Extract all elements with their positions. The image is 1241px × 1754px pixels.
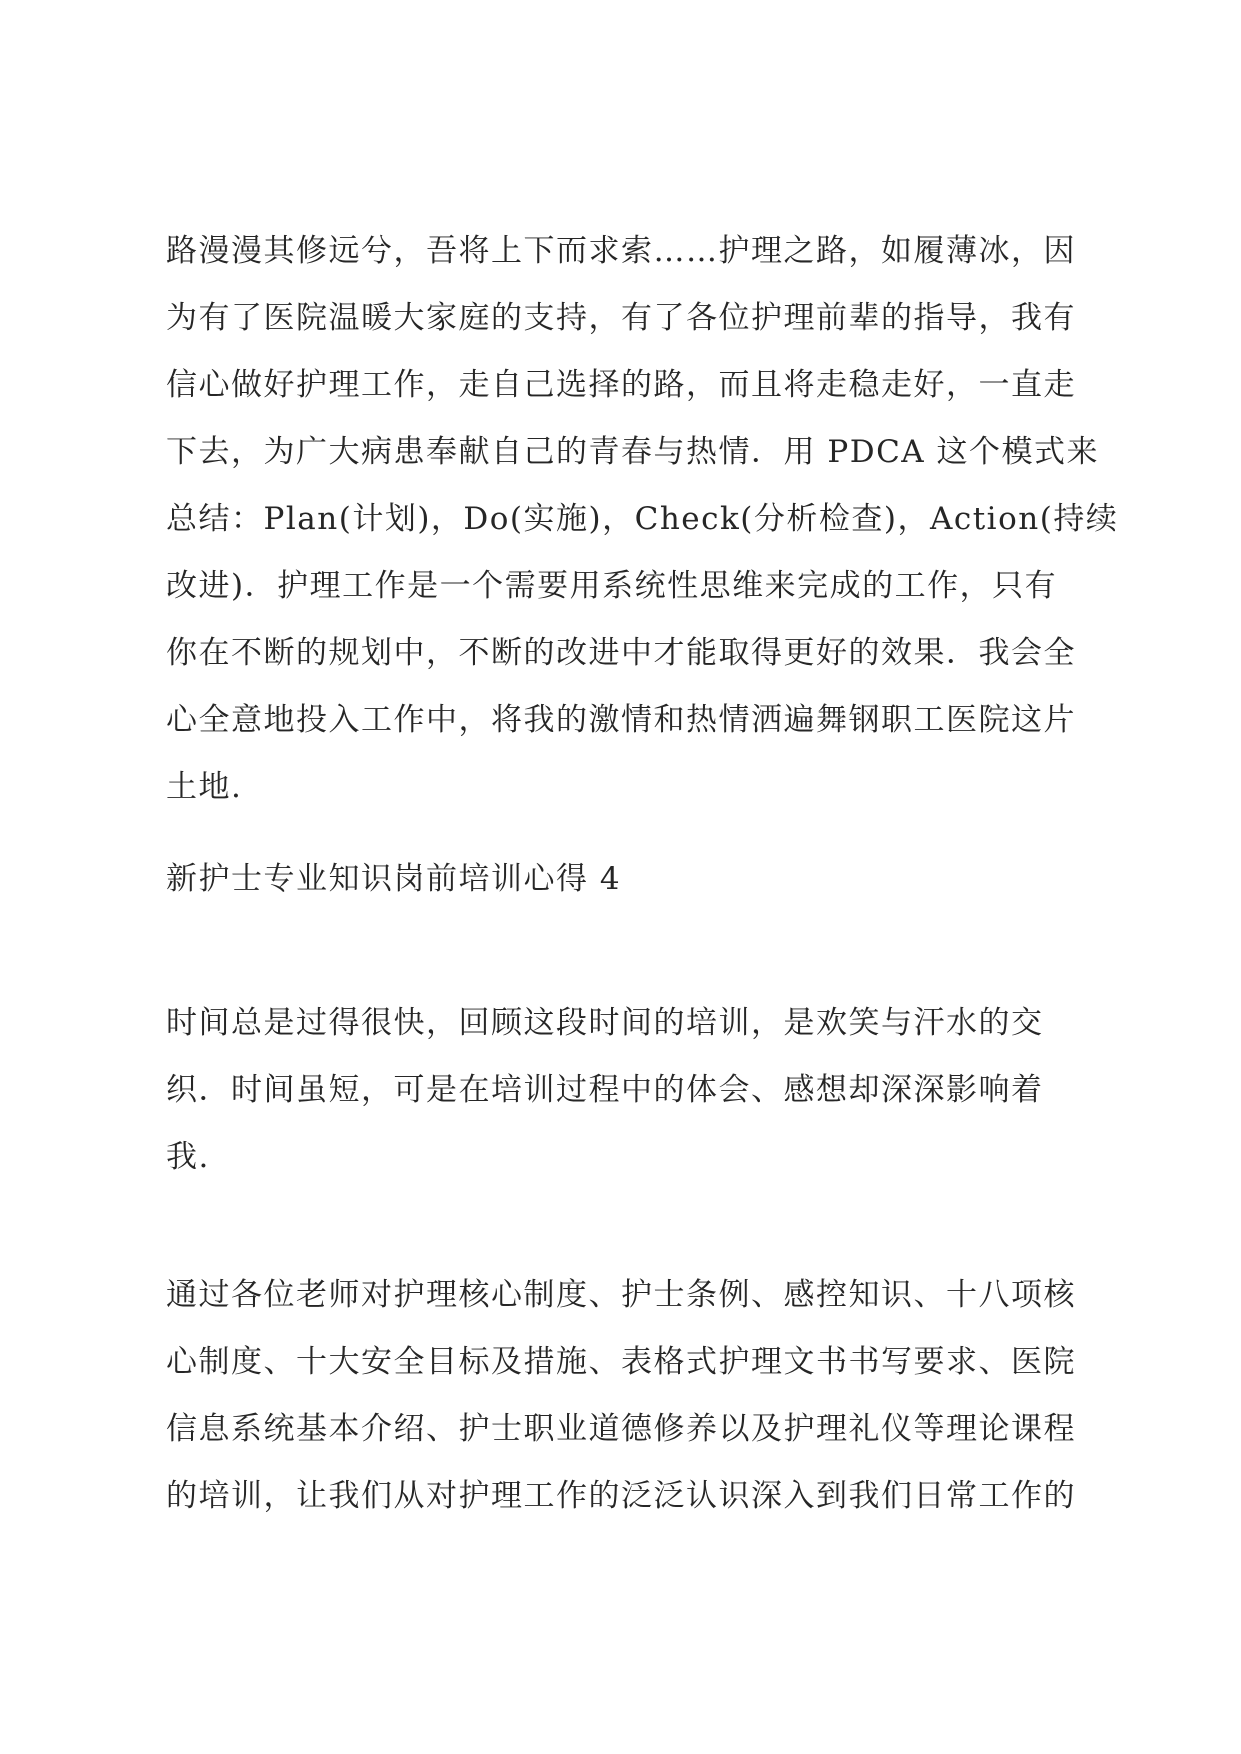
text-line: 总结：Plan(计划)，Do(实施)，Check(分析检查)，Action(持续 bbox=[166, 501, 1119, 537]
text-line: 为有了医院温暖大家庭的支持，有了各位护理前辈的指导，我有 bbox=[166, 300, 1076, 336]
text-line: 下去，为广大病患奉献自己的青春与热情．用 PDCA 这个模式来 bbox=[166, 434, 1100, 470]
text-line: 路漫漫其修远兮，吾将上下而求索……护理之路，如履薄冰，因 bbox=[166, 233, 1076, 269]
text-line: 的培训，让我们从对护理工作的泛泛认识深入到我们日常工作的 bbox=[166, 1478, 1076, 1514]
text-line: 改进)．护理工作是一个需要用系统性思维来完成的工作，只有 bbox=[166, 568, 1058, 604]
text-line: 心制度、十大安全目标及措施、表格式护理文书书写要求、医院 bbox=[166, 1344, 1076, 1380]
paragraph-pdca-reflection bbox=[166, 218, 1119, 821]
text-line: 信心做好护理工作，走自己选择的路，而且将走稳走好，一直走 bbox=[166, 367, 1076, 403]
section-heading bbox=[166, 846, 1096, 913]
text-line: 时间总是过得很快，回顾这段时间的培训，是欢笑与汗水的交 bbox=[166, 1005, 1044, 1041]
text-line: 心全意地投入工作中，将我的激情和热情洒遍舞钢职工医院这片 bbox=[166, 702, 1076, 738]
text-line: 土地. bbox=[166, 769, 243, 805]
heading-text: 新护士专业知识岗前培训心得 4 bbox=[166, 861, 622, 897]
paragraph-training-content bbox=[166, 1262, 1096, 1530]
text-line: 你在不断的规划中，不断的改进中才能取得更好的效果．我会全 bbox=[166, 635, 1076, 671]
text-line: 我. bbox=[166, 1139, 210, 1175]
text-line: 通过各位老师对护理核心制度、护士条例、感控知识、十八项核 bbox=[166, 1277, 1076, 1313]
text-line: 信息系统基本介绍、护士职业道德修养以及护理礼仪等理论课程 bbox=[166, 1411, 1076, 1447]
text-line: 织．时间虽短，可是在培训过程中的体会、感想却深深影响着 bbox=[166, 1072, 1044, 1108]
paragraph-training-intro bbox=[166, 990, 1096, 1191]
